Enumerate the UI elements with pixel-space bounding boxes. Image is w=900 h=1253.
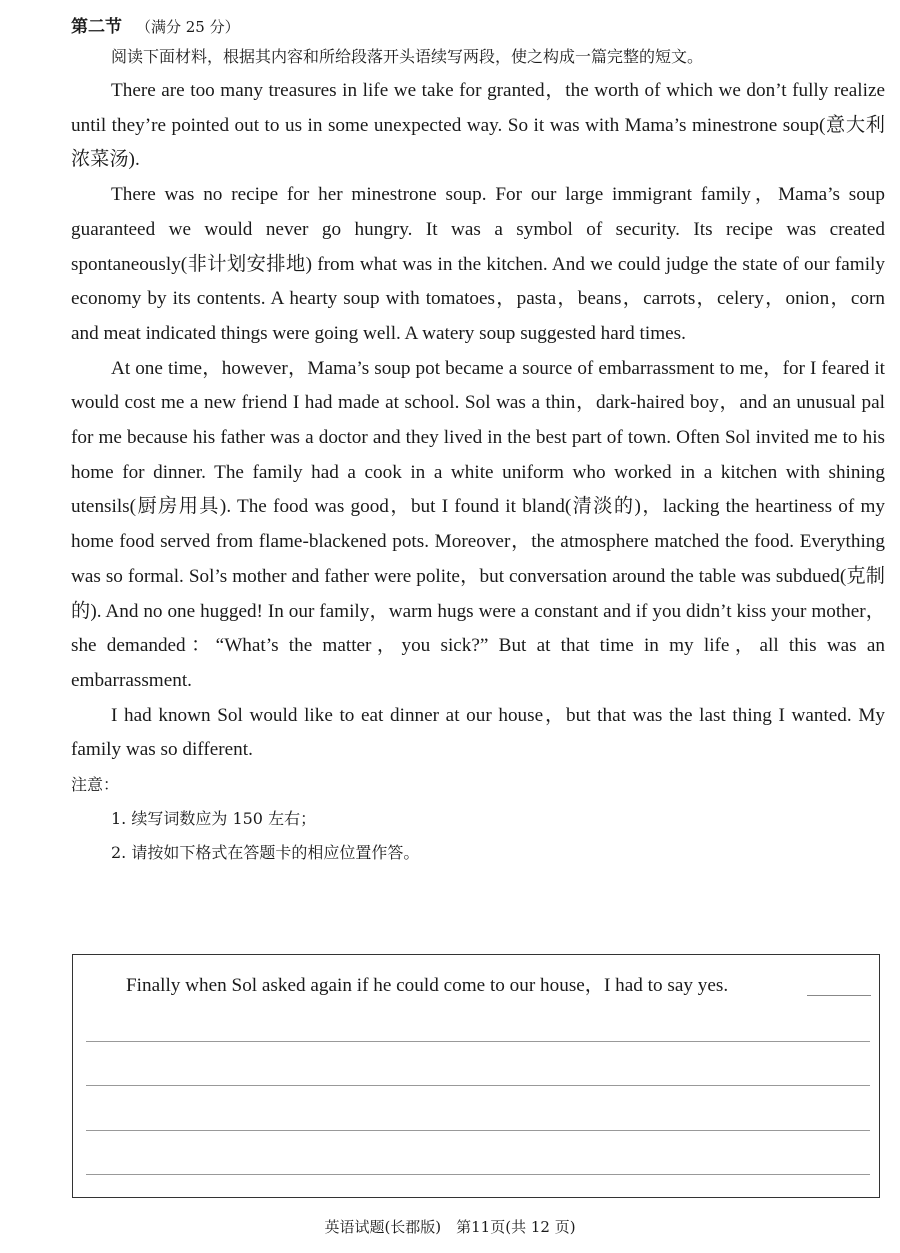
- note-item-2: 2. 请按如下格式在答题卡的相应位置作答。: [111, 843, 420, 863]
- answer-line[interactable]: [86, 1130, 870, 1131]
- page-footer: 英语试题(长郡版) 第11页(共 12 页): [324, 1218, 576, 1236]
- passage-paragraph-2: There was no recipe for her minestrone soup. For our large immigrant family，Mama’s soup guaranteed we would never go hungry. It was a symbol of security. Its recipe was created spontaneously(非计划安排地) from what was in the kitchen. And we could judge the state of our family economy by its contents. A hearty soup with tomatoes，pasta，beans，carrots，celery，onion，corn and meat indicated things were going well. A watery soup suggested hard times.: [71, 184, 885, 344]
- section-header: [71, 14, 885, 40]
- answer-line[interactable]: [86, 1041, 870, 1042]
- exam-page: [71, 14, 885, 870]
- section-score: （满分 25 分）: [136, 18, 240, 36]
- answer-line[interactable]: [86, 1174, 870, 1175]
- notes-title: 注意：: [71, 775, 120, 795]
- answer-start-blank[interactable]: [807, 995, 871, 996]
- passage-paragraph-1: There are too many treasures in life we take for granted，the worth of which we don’t fully realize until they’re pointed out to us in some unexpected way. So it was with Mama’s minestrone soup(意大利浓菜汤).: [71, 80, 885, 171]
- instruction-text: 阅读下面材料，根据其内容和所给段落开头语续写两段，使之构成一篇完整的短文。: [111, 47, 704, 66]
- passage-paragraph-4: I had known Sol would like to eat dinner at our house，but that was the last thing I wanted. My family was so different.: [71, 704, 885, 761]
- answer-box: [72, 954, 880, 1198]
- answer-line[interactable]: [86, 1085, 870, 1086]
- passage-paragraph-3: At one time，however，Mama’s soup pot became a source of embarrassment to me，for I feared it would cost me a new friend I had made at school. Sol was a thin，dark-haired boy，and an unusual pal for me because his father was a doctor and they lived in the best part of town. Often Sol invited me to his home for dinner. The family had a cook in a white uniform who worked in a kitchen with shining utensils(厨房用具). The food was good，but I found it bland(清淡的)，lacking the heartiness of my home food served from flame-blackened pots. Moreover，the atmosphere matched the food. Everything was so formal. Sol’s mother and father were polite，but conversation around the table was subdued(克制的). And no one hugged! In our family，warm hugs were a constant and if you didn’t kiss your mother，she demanded：“What’s the matter，you sick?” But at that time in my life，all this was an embarrassment.: [71, 357, 885, 691]
- section-title: 第二节: [71, 17, 122, 37]
- note-item-1: 1. 续写词数应为 150 左右；: [111, 809, 317, 829]
- answer-start-sentence: Finally when Sol asked again if he could come to our house，I had to say yes.: [126, 975, 729, 996]
